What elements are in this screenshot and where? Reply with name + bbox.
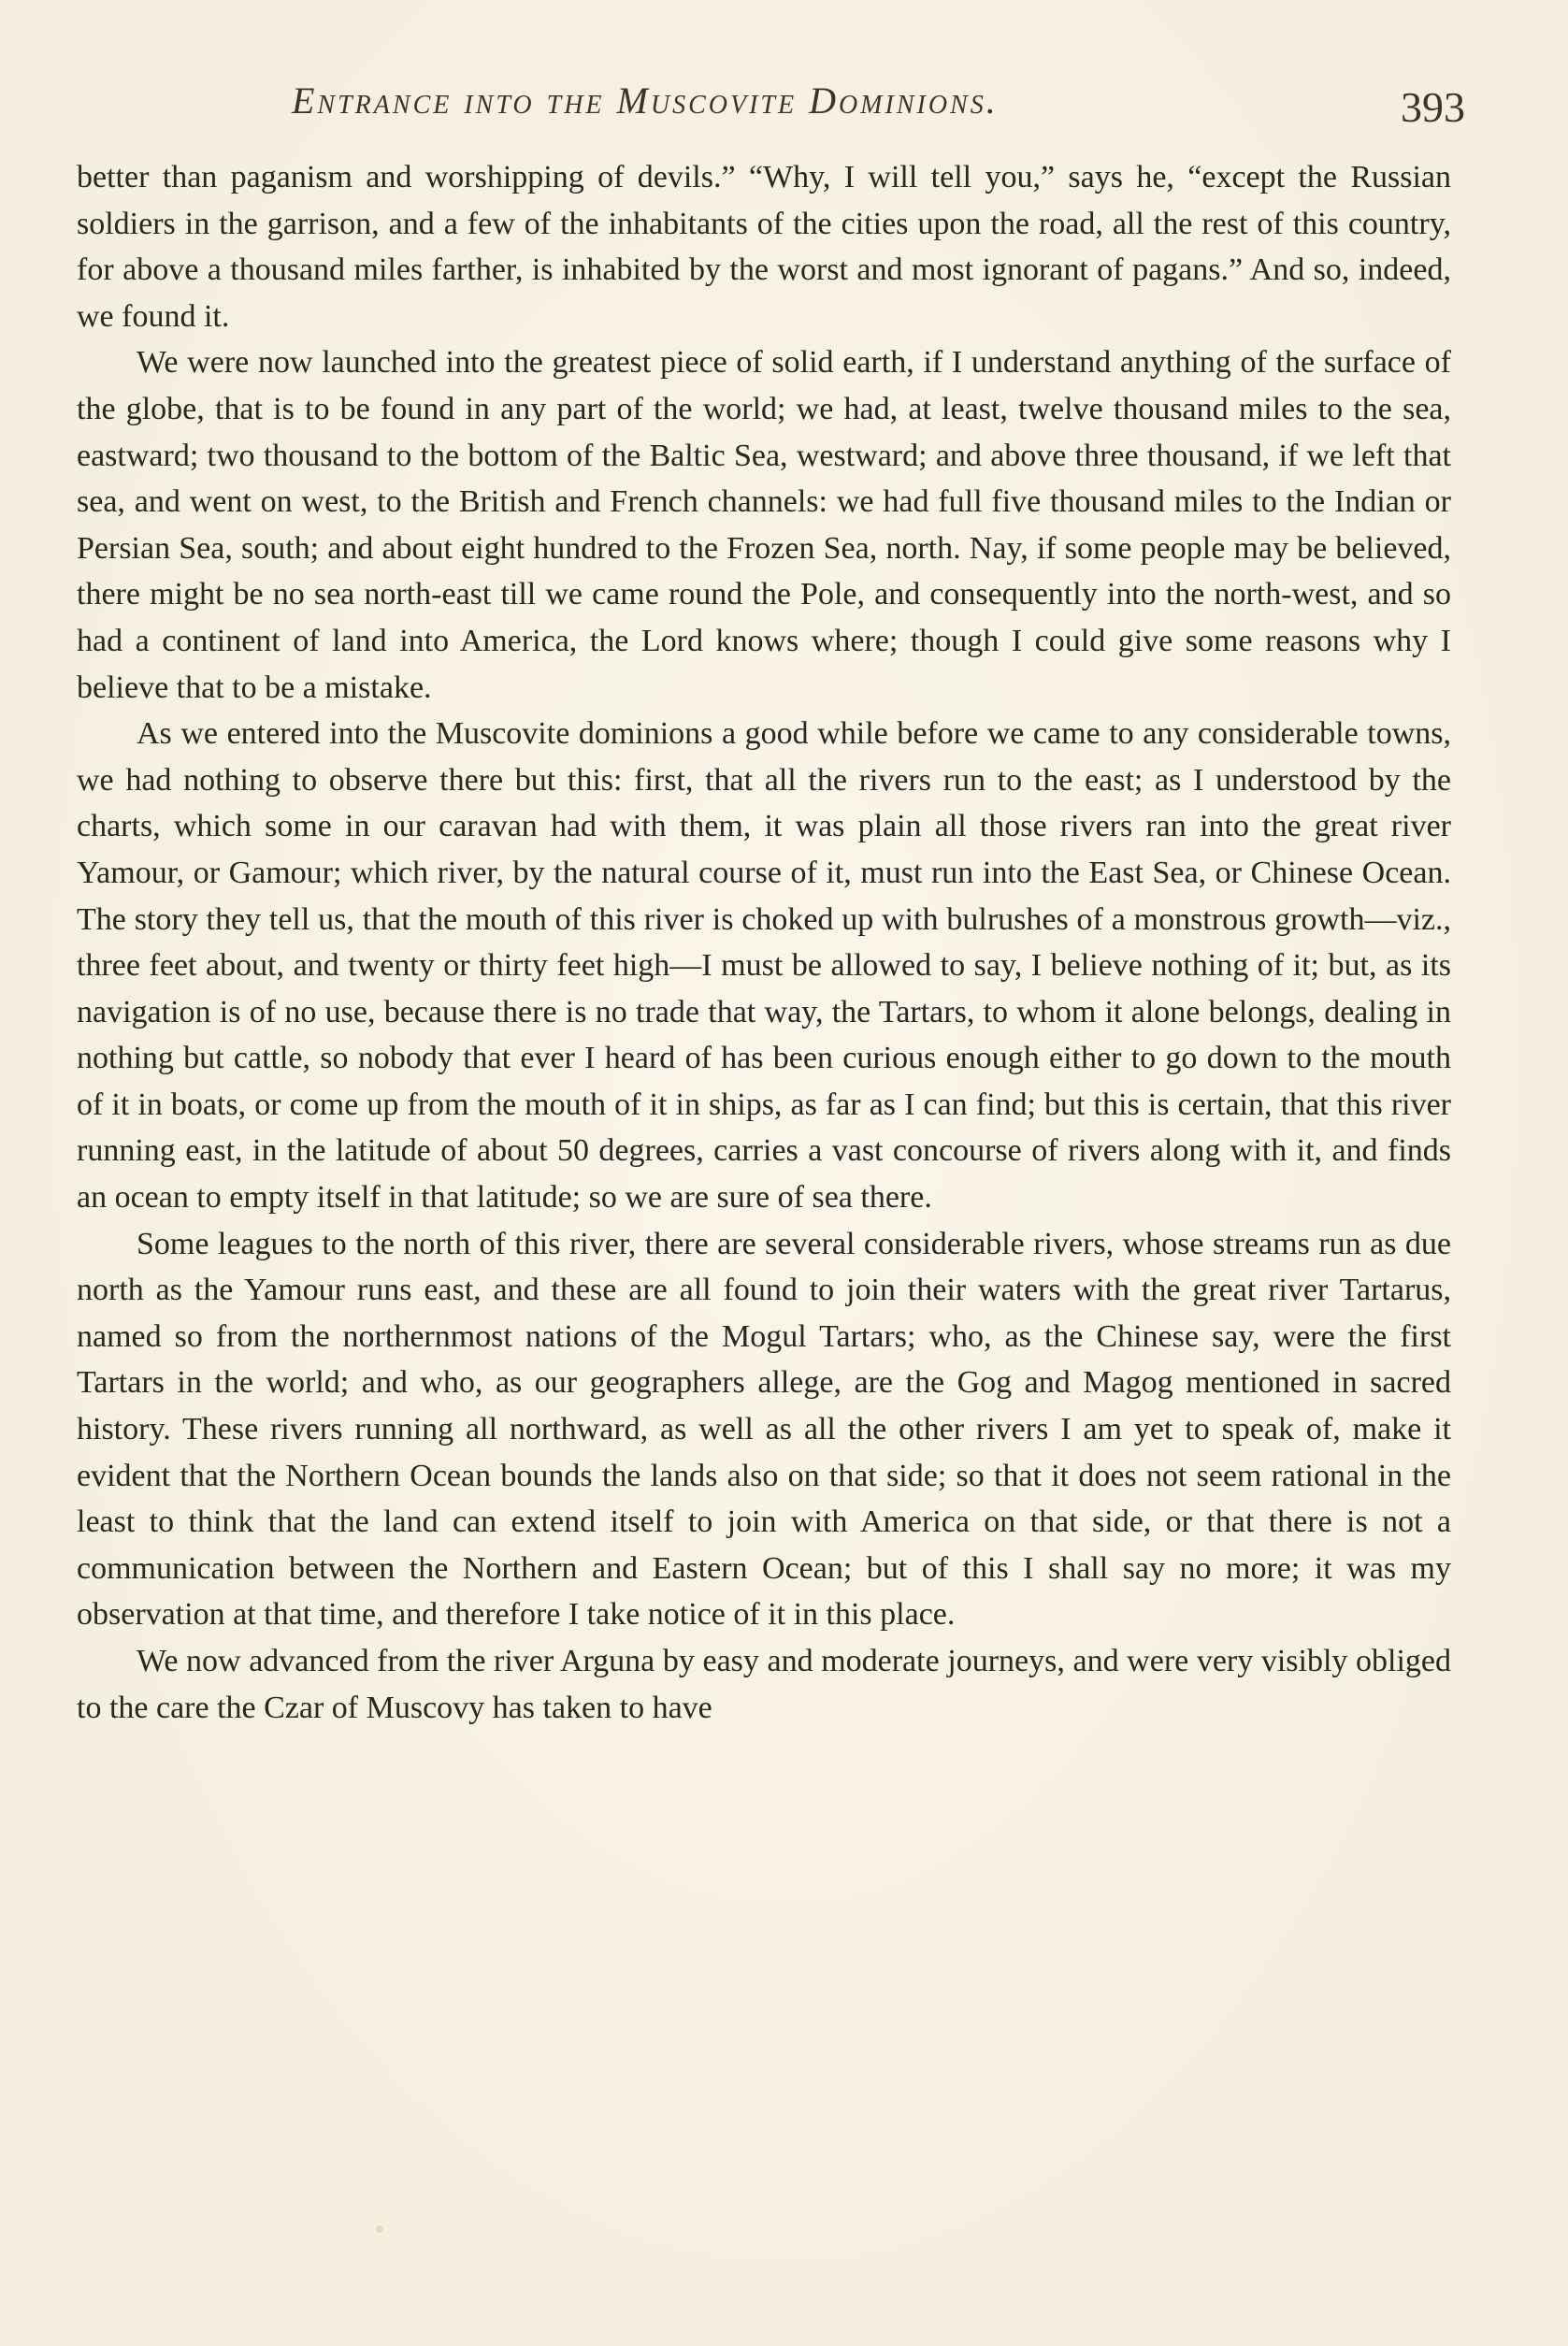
page-number: 393 (1401, 83, 1465, 131)
paragraph-3: As we entered into the Muscovite dominions a good while before we came to any considerable towns, we had nothing to observe there but this: first, that all the rivers run to the east; as I understood by the charts, which some in our caravan had with them, it was plain all those rivers ran into the great river Yamour, or Gamour; which river, by the natural course of it, must run into the East Sea, or Chinese Ocean. The story they tell us, that the mouth of this river is choked up with bulrushes of a monstrous growth—viz., three feet about, and twenty or thirty feet high—I must be allowed to say, I believe nothing of it; but, as its navigation is of no use, because there is no trade that way, the Tartars, to whom it alone belongs, dealing in nothing but cattle, so nobody that ever I heard of has been curious enough either to go down to the mouth of it in boats, or come up from the mouth of it in ships, as far as I can find; but this is certain, that this river running east, in the latitude of about 50 degrees, carries a vast concourse of rivers along with it, and finds an ocean to empty itself in that latitude; so we are sure of sea there. (77, 716, 1451, 1216)
paragraph-1: better than paganism and worshipping of devils.” “Why, I will tell you,” says he, “except the Russian soldiers in the garrison, and a few of the inhabitants of the cities upon the road, all the rest of this country, for above a thousand miles farther, is inhabited by the worst and most ignorant of pagans.” And so, indeed, we found it. (77, 160, 1451, 334)
body-text (77, 154, 1451, 1731)
paragraph-4: Some leagues to the north of this river, there are several considerable rivers, whose streams run as due north as the Yamour runs east, and these are all found to join their waters with the great river Tartarus, named so from the northernmost nations of the Mogul Tartars; who, as the Chinese say, were the first Tartars in the world; and who, as our geographers allege, are the Gog and Magog mentioned in sacred history. These rivers running all northward, as well as all the other rivers I am yet to speak of, make it evident that the Northern Ocean bounds the lands also on that side; so that it does not seem rational in the least to think that the land can extend itself to join with America on that side, or that there is not a communication between the Northern and Eastern Ocean; but of this I shall say no more; it was my observation at that time, and therefore I take notice of it in this place. (77, 1226, 1451, 1633)
paragraph-5: We now advanced from the river Arguna by easy and moderate journeys, and were very visibly obliged to the care the Czar of Muscovy has taken to have (77, 1644, 1451, 1725)
paragraph-2: We were now launched into the greatest piece of solid earth, if I understand anything of the surface of the globe, that is to be found in any part of the world; we had, at least, twelve thousand miles to the sea, eastward; two thousand to the bottom of the Baltic Sea, westward; and above three thousand, if we left that sea, and went on west, to the British and French channels: we had full five thousand miles to the Indian or Persian Sea, south; and about eight hundred to the Frozen Sea, north. Nay, if some people may be believed, there might be no sea north-east till we came round the Pole, and consequently into the north-west, and so had a continent of land into America, the Lord knows where; though I could give some reasons why I believe that to be a mistake. (77, 345, 1451, 705)
running-title: Entrance into the Muscovite Dominions. (292, 79, 999, 122)
paper-spot (376, 2225, 383, 2233)
running-head (77, 73, 1465, 138)
